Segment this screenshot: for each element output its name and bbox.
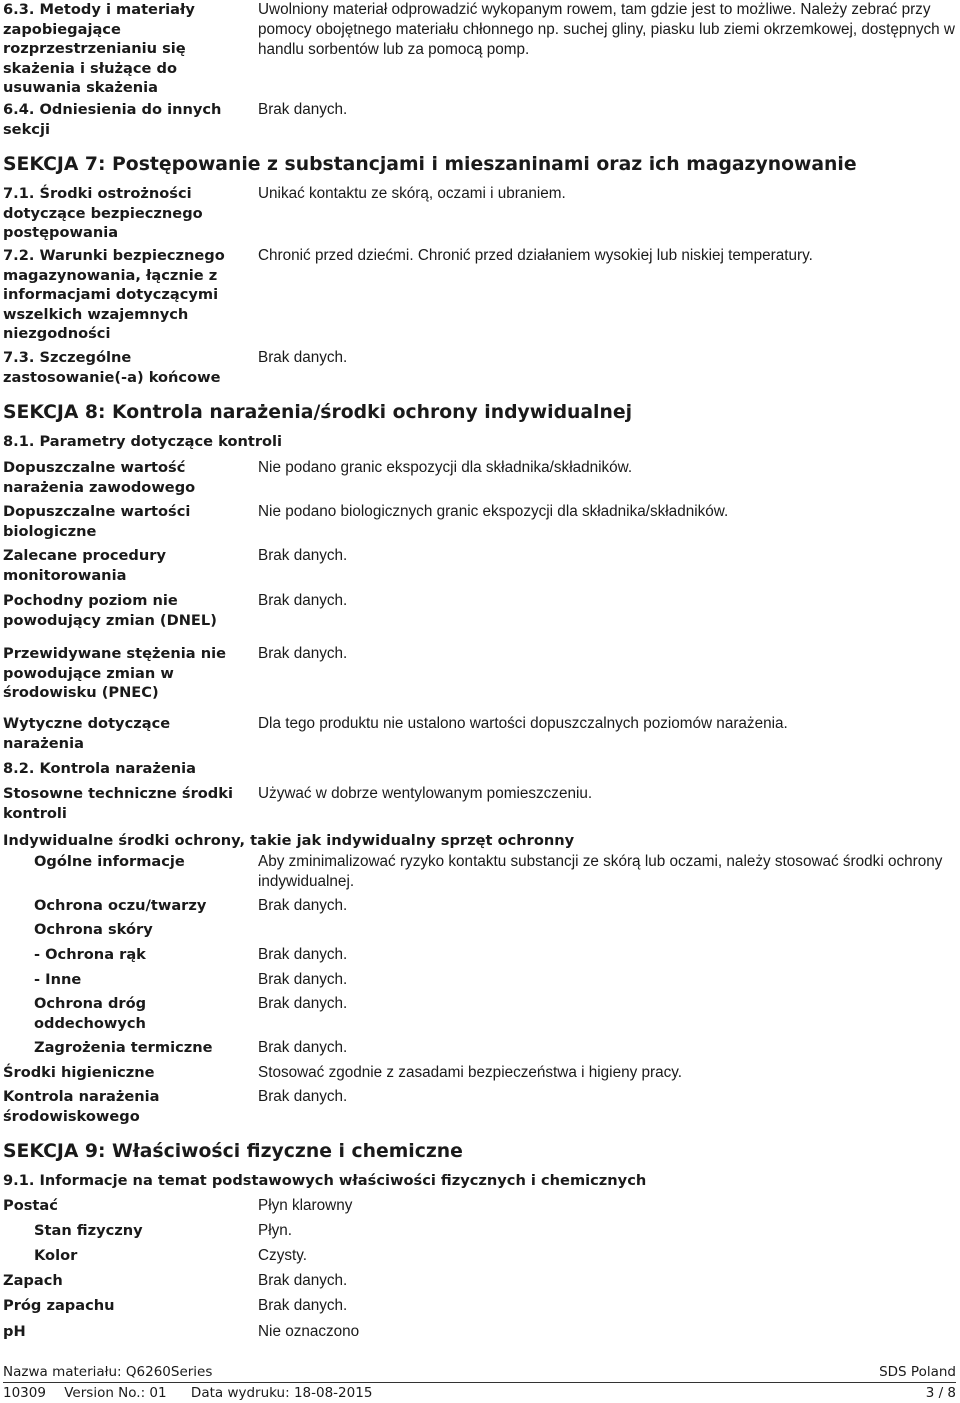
row-ph xyxy=(3,1322,956,1342)
row-engineering xyxy=(3,784,956,824)
row-label: Środki higieniczne xyxy=(3,1064,155,1081)
row-value: Płyn klarowny xyxy=(258,1197,353,1214)
row-value: Brak danych. xyxy=(258,349,348,366)
footer-line-1 xyxy=(3,1364,956,1381)
row-oel xyxy=(3,458,956,498)
row-label: 7.1. Środki ostrożności dotyczące bezpiecznego postępowania xyxy=(3,185,203,241)
row-value: Brak danych. xyxy=(258,897,348,914)
row-environmental xyxy=(3,1087,956,1127)
row-hygiene xyxy=(3,1063,956,1083)
row-value: Dla tego produktu nie ustalono wartości dopuszczalnych poziomów narażenia. xyxy=(258,715,788,732)
row-value: Brak danych. xyxy=(258,1272,348,1289)
row-odor-threshold xyxy=(3,1296,956,1316)
footer-version: Version No.: 01 xyxy=(64,1385,167,1401)
row-other xyxy=(3,970,956,990)
row-label: 6.4. Odniesienia do innych sekcji xyxy=(3,101,222,138)
row-value: Brak danych. xyxy=(258,645,348,662)
row-label: Kontrola narażenia środowiskowego xyxy=(3,1088,160,1125)
section-9-title: SEKCJA 9: Właściwości fizyczne i chemiczne xyxy=(3,1141,463,1162)
section-7-title: SEKCJA 7: Postępowanie z substancjami i mieszaninami oraz ich magazynowanie xyxy=(3,154,857,175)
row-label: Ochrona dróg oddechowych xyxy=(34,995,147,1032)
row-value: Chronić przed dziećmi. Chronić przed działaniem wysokiej lub niskiej temperatury. xyxy=(258,247,813,264)
row-value: Aby zminimalizować ryzyko kontaktu substancji ze skórą lub oczami, należy stosować środki ochrony indywidualnej. xyxy=(258,853,943,890)
row-value: Brak danych. xyxy=(258,1039,348,1056)
row-guidelines xyxy=(3,714,956,754)
row-label: 7.3. Szczególne zastosowanie(-a) końcowe xyxy=(3,349,221,386)
row-value: Brak danych. xyxy=(258,995,348,1012)
row-value: Uwolniony materiał odprowadzić wykopanym rowem, tam gdzie jest to możliwe. Należy zebrać przy pomocy obojętnego materiału chłonnego np. suchej gliny, piasku lub ziemi okrzemkowej, dostępnych w handlu sorbentów lub za pomocą pomp. xyxy=(258,1,955,58)
row-label: - Inne xyxy=(34,971,82,988)
row-label: Ochrona skóry xyxy=(34,921,153,938)
row-value: Nie podano granic ekspozycji dla składnika/składników. xyxy=(258,459,633,476)
row-label: Stosowne techniczne środki kontroli xyxy=(3,785,233,822)
row-eye xyxy=(3,896,956,916)
section-8-title: SEKCJA 8: Kontrola narażenia/środki ochrony indywidualnej xyxy=(3,402,633,423)
footer-line-2 xyxy=(3,1385,956,1402)
footer-page-number: 3 / 8 xyxy=(925,1385,956,1401)
row-thermal xyxy=(3,1038,956,1058)
row-7-3 xyxy=(3,348,956,388)
row-color xyxy=(3,1246,956,1266)
row-biological xyxy=(3,502,956,542)
row-label: 7.2. Warunki bezpiecznego magazynowania, łącznie z informacjami dotyczącymi wszelkich wzajemnych niezgodności xyxy=(3,247,225,342)
row-odor xyxy=(3,1271,956,1291)
footer-sds-region: SDS Poland xyxy=(879,1364,956,1380)
row-value: Używać w dobrze wentylowanym pomieszczeniu. xyxy=(258,785,593,802)
footer-divider xyxy=(3,1382,956,1383)
row-label: Wytyczne dotyczące narażenia xyxy=(3,715,171,752)
row-7-2 xyxy=(3,246,956,346)
row-form xyxy=(3,1196,956,1216)
row-value: Brak danych. xyxy=(258,971,348,988)
row-6-4 xyxy=(3,100,956,140)
row-physical-state xyxy=(3,1221,956,1241)
row-dnel xyxy=(3,591,956,631)
row-label: Ochrona oczu/twarzy xyxy=(34,897,207,914)
row-6-3 xyxy=(3,0,956,96)
row-label: Zagrożenia termiczne xyxy=(34,1039,213,1056)
row-label: Próg zapachu xyxy=(3,1297,115,1314)
subsection-8-2: 8.2. Kontrola narażenia xyxy=(3,760,196,777)
row-hands xyxy=(3,945,956,965)
row-label: Postać xyxy=(3,1197,58,1214)
subsection-9-1: 9.1. Informacje na temat podstawowych właściwości fizycznych i chemicznych xyxy=(3,1172,647,1189)
row-value: Brak danych. xyxy=(258,547,348,564)
row-respiratory xyxy=(3,994,956,1034)
row-value: Unikać kontaktu ze skórą, oczami i ubraniem. xyxy=(258,185,566,202)
row-general xyxy=(3,852,956,892)
footer-material-name: Nazwa materiału: Q6260Series xyxy=(3,1364,213,1380)
row-value: Stosować zgodnie z zasadami bezpieczeństwa i higieny pracy. xyxy=(258,1064,683,1081)
row-label: Dopuszczalne wartości biologiczne xyxy=(3,503,191,540)
row-value: Płyn. xyxy=(258,1222,293,1239)
row-skin xyxy=(3,920,956,940)
row-label: Dopuszczalne wartość narażenia zawodowego xyxy=(3,459,196,496)
row-value: Brak danych. xyxy=(258,1088,348,1105)
row-label: Kolor xyxy=(34,1247,78,1264)
row-value: Brak danych. xyxy=(258,592,348,609)
row-value: Nie oznaczono xyxy=(258,1323,360,1340)
row-monitoring xyxy=(3,546,956,586)
row-label: Stan fizyczny xyxy=(34,1222,143,1239)
row-label: - Ochrona rąk xyxy=(34,946,146,963)
row-label: Zalecane procedury monitorowania xyxy=(3,547,166,584)
ppe-heading: Indywidualne środki ochrony, takie jak indywidualny sprzęt ochronny xyxy=(3,832,575,849)
row-value: Nie podano biologicznych granic ekspozycji dla składnika/składników. xyxy=(258,503,729,520)
footer-print-date: Data wydruku: 18-08-2015 xyxy=(190,1385,373,1401)
subsection-8-1: 8.1. Parametry dotyczące kontroli xyxy=(3,433,283,450)
row-7-1 xyxy=(3,184,956,244)
row-label: pH xyxy=(3,1323,26,1340)
row-value: Brak danych. xyxy=(258,1297,348,1314)
row-pnec xyxy=(3,644,956,704)
row-label: 6.3. Metody i materiały zapobiegające rozprzestrzenianiu się skażenia i służące do usuwania skażenia xyxy=(3,1,195,96)
row-value: Brak danych. xyxy=(258,946,348,963)
row-label: Pochodny poziom nie powodujący zmian (DNEL) xyxy=(3,592,217,629)
row-value: Czysty. xyxy=(258,1247,308,1264)
row-value: Brak danych. xyxy=(258,101,348,118)
row-label: Przewidywane stężenia nie powodujące zmian w środowisku (PNEC) xyxy=(3,645,226,701)
row-label: Ogólne informacje xyxy=(34,853,185,870)
footer-doc-number: 10309 xyxy=(3,1385,46,1401)
row-label: Zapach xyxy=(3,1272,63,1289)
